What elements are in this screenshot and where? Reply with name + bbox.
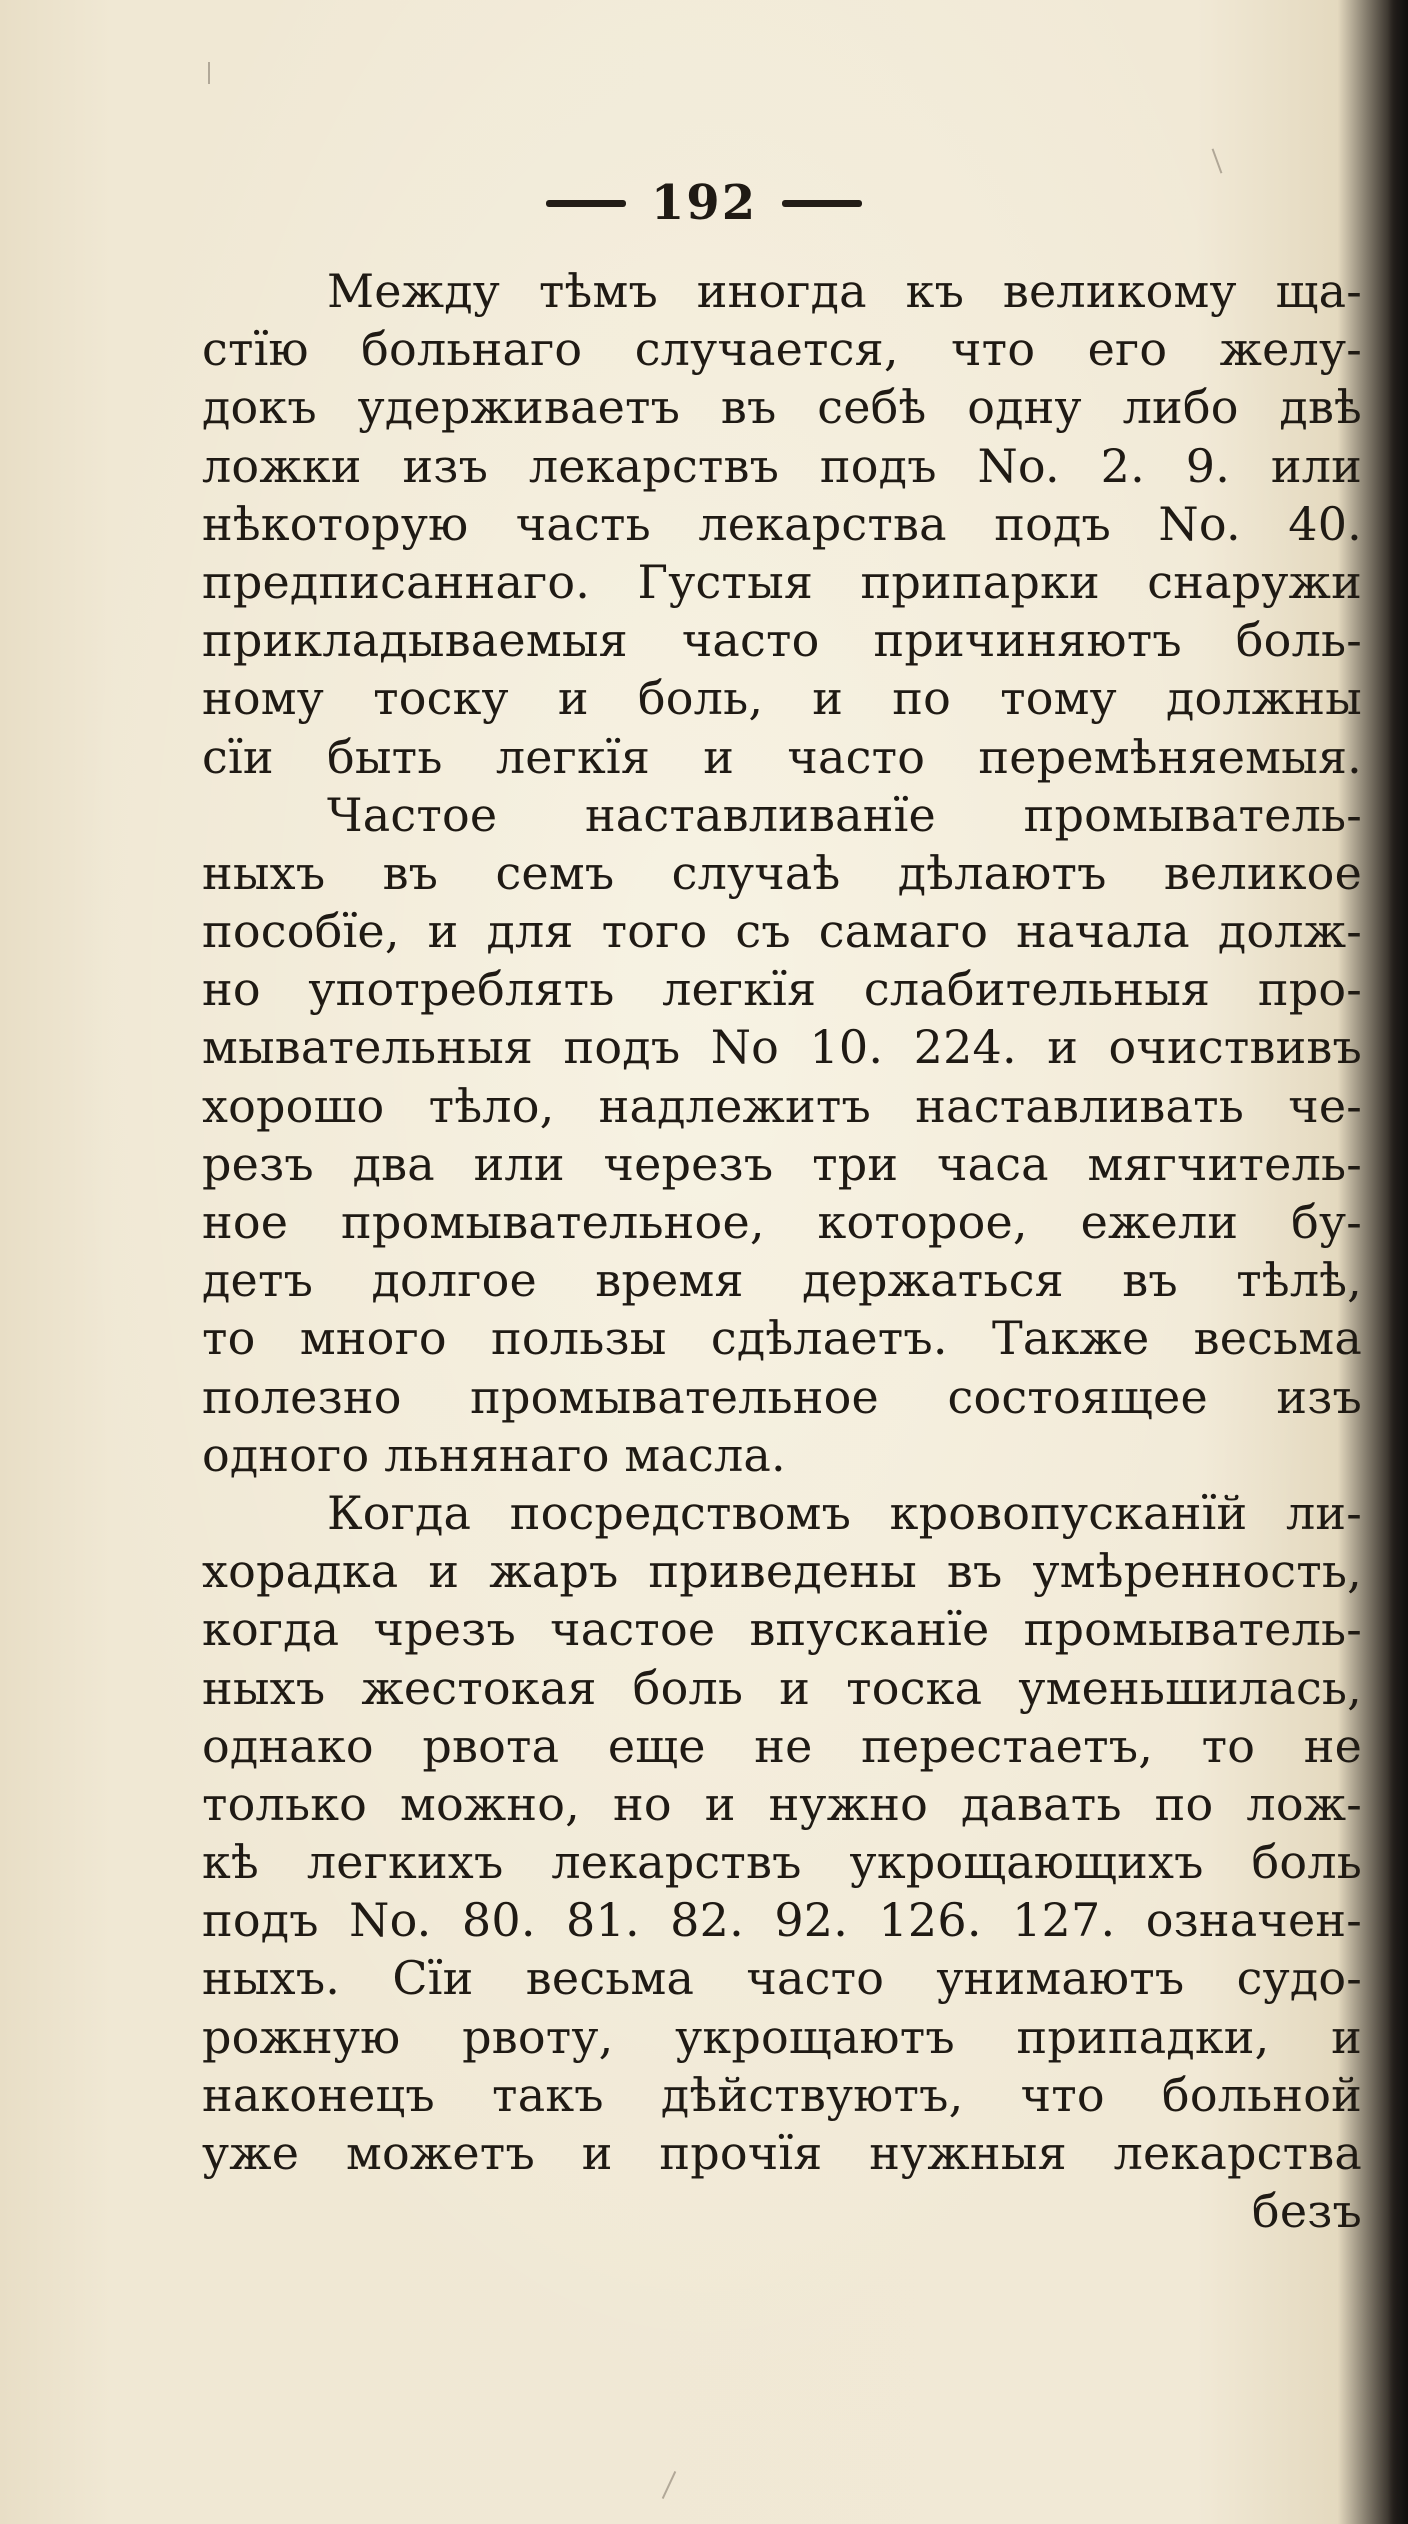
text-line: ныхъ жестокая боль и тоска уменьшилась, [202,1660,1362,1715]
text-line: хорадка и жаръ приведены въ умѣренность, [202,1544,1362,1599]
text-line: рожную рвоту, укрощаютъ припадки, и [202,2009,1362,2064]
text-line: ное промывательное, которое, ежели бу- [202,1195,1362,1249]
paper-speck [662,2471,676,2499]
text-line: Частое наставливанїе промыватель- [327,787,1362,842]
text-line: докъ удерживаетъ въ себѣ одну либо двѣ [202,380,1362,435]
body-text [202,262,1362,2240]
paper-speck [1212,148,1223,173]
text-line: однако рвота еще не перестаетъ, то не [202,1718,1362,1773]
text-line: подъ No. 80. 81. 82. 92. 126. 127. означен- [202,1893,1362,1948]
text-line: наконецъ такъ дѣйствуютъ, что больной [202,2067,1362,2122]
text-line: пособїе, и для того съ самаго начала долж- [202,904,1362,959]
text-line: только можно, но и нужно давать по лож- [202,1776,1362,1831]
header-dash-right [782,200,862,207]
text-line: ложки изъ лекарствъ подъ No. 2. 9. или [202,438,1362,493]
text-line: то много пользы сдѣлаетъ. Также весьма [202,1311,1362,1366]
text-line: стїю больнаго случается, что его желу- [202,322,1362,377]
paper-speck [208,62,210,84]
catchword: безъ [1251,2184,1362,2239]
text-line: Когда посредствомъ кровопусканїй ли- [327,1485,1362,1540]
text-line: резъ два или черезъ три часа мягчитель- [202,1136,1362,1191]
text-line: нѣкоторую часть лекарства подъ No. 40. [202,496,1362,551]
text-line: ныхъ. Сїи весьма часто унимаютъ судо- [202,1951,1362,2006]
text-line: одного льнянаго масла. [202,1427,786,1482]
text-line: полезно промывательное состоящее изъ [202,1369,1362,1424]
text-line: ныхъ въ семъ случаѣ дѣлаютъ великое [202,845,1362,900]
text-line: предписаннаго. Густыя припарки снаружи [202,554,1362,609]
text-line: Между тѣмъ иногда къ великому ща- [327,264,1362,318]
page-number: 192 [650,175,758,231]
text-line: прикладываемыя часто причиняютъ боль- [202,613,1362,668]
text-line: мывательныя подъ No 10. 224. и очиствивъ [202,1020,1362,1075]
text-line: сїи быть легкїя и часто перемѣняемыя. [202,729,1362,784]
text-line: но употреблять легкїя слабительныя про- [202,962,1362,1017]
page-header [0,175,1408,245]
page-edge-shadow [1388,0,1408,2524]
text-line: кѣ легкихъ лекарствъ укрощающихъ боль [202,1835,1362,1890]
text-line: хорошо тѣло, надлежитъ наставливать че- [202,1078,1362,1133]
text-line: когда чрезъ частое впусканїе промыватель- [202,1602,1362,1657]
text-line: ному тоску и боль, и по тому должны [202,671,1362,726]
header-dash-left [546,200,626,207]
text-line: уже можетъ и прочїя нужныя лекарства [202,2126,1362,2180]
text-line: детъ долгое время держаться въ тѣлѣ, [202,1253,1362,1308]
